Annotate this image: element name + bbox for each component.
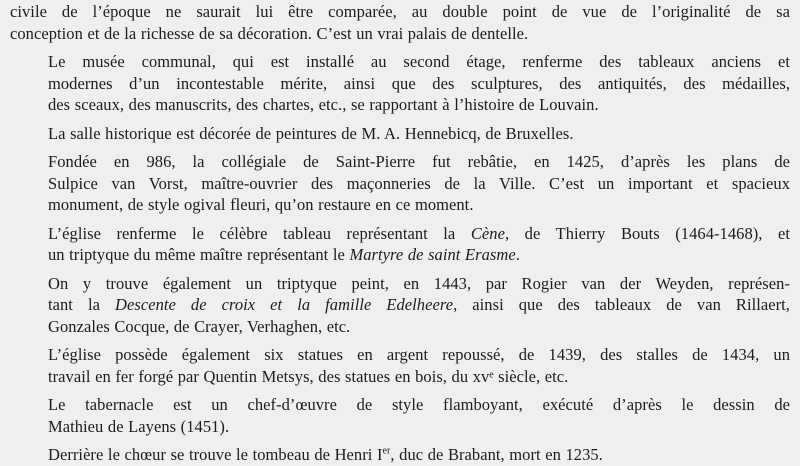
paragraph-line [10,223,790,245]
text-run: , de Thierry Bouts (1464-1468), et [504,223,790,243]
paragraph-line: Le tabernacle est un chef-d’œuvre de style flamboyant, exécuté d’après le dessin de [48,395,790,414]
paragraph-6 [10,273,790,338]
paragraph-line: L’église possède également six statues en argent repoussé, de 1439, des stalles de 1434, un [48,345,790,364]
paragraph-2 [10,51,790,116]
text-run: L’église renferme le célèbre tableau représentant la [48,223,471,243]
paragraph-line [10,444,790,466]
paragraph-line: Sulpice van Vorst, maître-ouvrier des maçonneries de la Ville. C’est un important et spacieux [48,173,790,193]
paragraph-line: Fondée en 986, la collégiale de Saint-Pierre fut rebâtie, en 1425, d’après les plans de [48,152,790,171]
paragraph-5 [10,223,790,266]
paragraph-8 [10,394,790,437]
artwork-title: Cène [470,223,505,243]
paragraph-line [10,294,790,316]
paragraph-line: Gonzales Cocque, de Crayer, Verhaghen, etc. [48,316,351,336]
paragraph-9 [10,444,790,466]
paragraph-line: monument, de style ogival fleuri, qu’on restaure en ce moment. [48,195,474,214]
paragraph-line: Le musée communal, qui est installé au second étage, renferme des tableaux anciens et [48,52,790,71]
text-run: tant la [48,295,116,314]
paragraph-line: modernes d’un incontestable mérite, ainsi que des sculptures, des antiquités, des médailles, [48,73,790,93]
text-run: un triptyque du même maître représentant le [48,245,350,264]
artwork-title: Descente de croix et la famille Edelheere [115,295,454,314]
paragraph-1 [10,1,790,44]
paragraph-line: conception et de la richesse de sa décoration. C’est un vrai palais de dentelle. [10,23,529,43]
paragraph-line: civile de l’époque ne saurait lui être comparée, au double point de vue de l’originalité de sa [10,2,790,21]
paragraph-4 [10,151,790,216]
paragraph-line: On y trouve également un triptyque peint, en 1443, par Rogier van der Weyden, représen- [48,273,790,293]
ordinal-superscript: er [382,445,391,457]
paragraph-line: Mathieu de Layens (1451). [48,416,230,436]
text-run: . [515,245,520,264]
paragraph-line [10,244,790,266]
paragraph-line: La salle historique est décorée de peintures de M. A. Hennebicq, de Bruxelles. [48,123,574,143]
paragraph-3 [10,123,790,145]
paragraph-line: travail en fer forgé par Quentin Metsys, des statues en bois, du xvᵉ siècle, etc. [48,366,569,386]
artwork-title: Martyre de saint Erasme [349,245,516,264]
paragraph-7 [10,344,790,387]
paragraph-line: des sceaux, des manuscrits, des chartes, etc., se rapportant à l’histoire de Louvain. [48,95,599,114]
text-run: , duc de Brabant, mort en 1235. [390,445,603,464]
text-run: , ainsi que des tableaux de van Rillaert, [453,295,790,314]
text-run: Derrière le chœur se trouve le tombeau de Henri I [48,445,383,464]
